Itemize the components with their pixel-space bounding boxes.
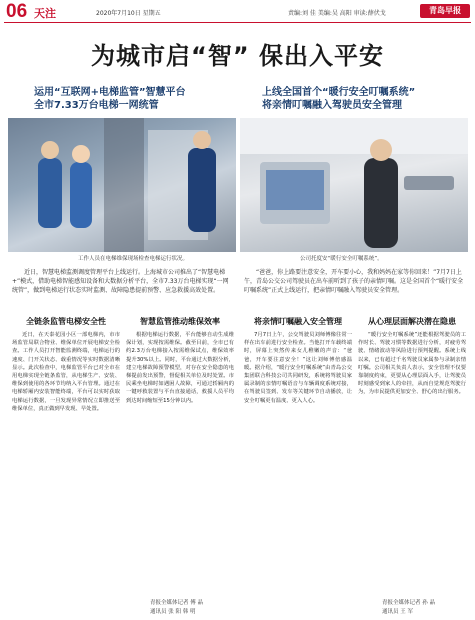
column-4-heading: 从心理层面解决潜在隐患: [368, 317, 456, 326]
main-headline: 为城市启“智” 保出入平安: [91, 42, 384, 70]
driver-briefing-photo: [240, 118, 468, 252]
lead-paragraph-right: “爸爸，你上路要注意安全，开车要小心，我和妈妈在家等你回来！”7月7日上午，青岛公交公司驾驶员在出车前听到了孩子的亲情叮嘱。这是全国首个“暖行安全叮嘱系统”正式上线运行，把亲情叮嘱融入驾驶员安全管理。: [244, 269, 464, 294]
article-column-3: [244, 316, 352, 405]
column-1-body: 近日，在天泰花园小区一部电梯内，市市场监管局联合物业、维保单位开展电梯安全检查。工作人员打开智能监测终端，电梯运行的速度、门开关状态、载重情况等实时数据清晰显示。此次检查中，电梯监管平台已对全市在用电梯实现全链条监管，从电梯生产、安装、维保到使用的各环节均纳入平台管理。通过在电梯轿厢内安装智能终端，平台可以实时获取电梯运行数据，一旦发现异常情况立即推送至维保单位，真正做到早发现、早处置。: [12, 332, 120, 412]
subhead-right-line1: 上线全国首个“暖行安全叮嘱系统”: [262, 87, 416, 98]
section-tag: 天注: [34, 7, 56, 20]
photo-caption-left: 工作人员在电梯维保现场检查电梯运行状况。: [78, 256, 189, 262]
column-2-heading: 智慧监管推动维保效率: [140, 317, 220, 326]
issue-date: 2020年7月10日 星期五: [96, 10, 161, 17]
subhead-left: [34, 86, 234, 112]
column-3-body: 7月7日上午，公交驾驶员刘师傅像往常一样在出车前进行安全检查。当他打开车载终端时，屏幕上突然传来女儿稚嫩的声音：“爸爸，开车要注意安全！”这让刘师傅倍感温暖。据介绍，“暖行安全叮嘱系统”由青岛公交集团联合科技公司共同研发，系统将驾驶员家属录制的亲情叮嘱语音与车辆调度系统对接，在驾驶员签到、发车等关键环节自动播放，让安全叮嘱更有温度、更入人心。: [244, 332, 352, 404]
article-column-4: [358, 316, 466, 397]
page-number: 06: [6, 1, 28, 22]
subhead-left-line2: 全市7.33万台电梯一网统管: [34, 100, 159, 111]
column-4-body: “暖行安全叮嘱系统”还能根据驾驶员的工作时长、驾驶习惯等数据进行分析，对疲劳驾驶、情绪波动等风险进行预判提醒。系统上线以来，已有超过千名驾驶员家属参与录制亲情叮嘱。公司相关负责人表示，安全管理不仅要靠制度约束，更要从心理层面入手，让驾驶员时刻感受到家人的牵挂，从而自觉规范驾驶行为，为市民提供更加安全、舒心的出行服务。: [358, 332, 466, 396]
reporter-credit-left: 青报全媒体记者 傅 晶: [150, 600, 203, 606]
article-column-1: [12, 316, 120, 413]
elevator-inspection-photo: [8, 118, 236, 252]
article-column-2: [126, 316, 234, 405]
header-divider: [4, 22, 471, 23]
reporter-credit-right: 青报全媒体记者 孙 晶: [382, 600, 435, 606]
newspaper-logo: 青岛早报: [420, 4, 470, 18]
subhead-left-line1: 运用“互联网+电梯监管”智慧平台: [34, 87, 186, 98]
page-header: [0, 0, 475, 22]
editor-credits: 责编:刘 佳 美编:吴 高阳 审读:薛伏戈: [288, 10, 386, 17]
photo-caption-right: 公司托度安“暖行安全叮嘱系统”。: [300, 256, 383, 262]
lead-paragraph-left: 近日，智慧电梯监测调度管理平台上线运行。上海城市公司推出了“智慧电梯+”模式，借助电梯智能感知设备和大数据分析平台，全市7.33万台电梯实现“一网统管”，做到电梯运行状态实时监测、故障隐患提前预警、应急救援高效处置。: [12, 269, 229, 294]
subhead-right: [262, 86, 462, 112]
correspondent-credit-left: 通讯员 张 阳 韩 明: [150, 609, 196, 615]
correspondent-credit-right: 通讯员 王 军: [382, 609, 413, 615]
column-3-heading: 将亲情叮嘱融入安全管理: [254, 317, 342, 326]
column-2-body: 根据电梯运行数据，平台能够自动生成维保计划，实现按需维保。截至目前，全市已有约2.3万台电梯接入按需维保试点，维保效率提升30%以上。同时，平台通过大数据分析，建立电梯故障预警模型，对存在安全隐患的电梯提前发出预警，督促相关单位及时处置。市民乘坐电梯时如遇困人故障，可通过轿厢内的一键呼救装置与平台直接通话，救援人员平均到达时间缩短至15分钟以内。: [126, 332, 234, 404]
column-1-heading: 全链条监管电梯安全性: [26, 317, 106, 326]
subhead-right-line2: 将亲情叮嘱融入驾驶员安全管理: [262, 100, 402, 111]
